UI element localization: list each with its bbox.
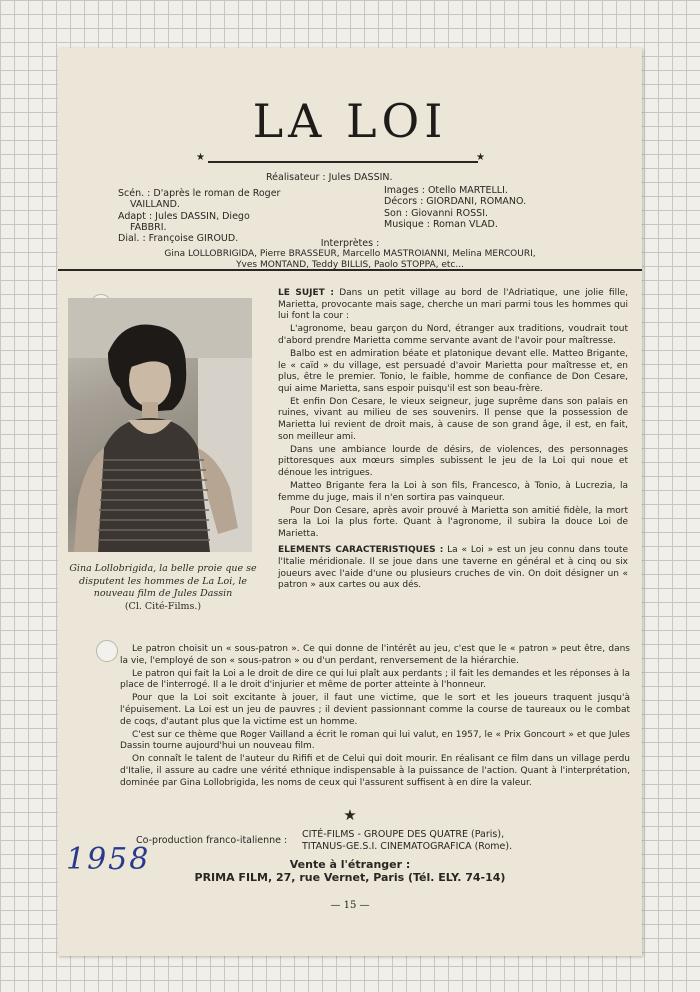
credit-scen: Scén. : D'après le roman de Roger <box>118 188 281 199</box>
caption-credit: (Cl. Cité-Films.) <box>124 600 202 612</box>
credit-dial: Dial. : Françoise GIROUD. <box>118 233 239 244</box>
page-title: LA LOI <box>252 94 448 148</box>
synopsis-p1: Dans un petit village au bord de l'Adriatique, une jolie fille, Marietta, provocante mais sage, cherche un mari parmi tous les hommes qui lui font la cour : <box>278 288 628 322</box>
document-page <box>58 48 642 956</box>
credit-adapt: Adapt : Jules DASSIN, Diego <box>118 211 250 222</box>
header-divider <box>58 269 642 271</box>
credit-adapt-cont: FABBRI. <box>130 222 167 233</box>
handwritten-year: 1958 <box>66 842 151 877</box>
synopsis-p7: Pour Don Cesare, après avoir prouvé à Marietta son amitié fidèle, la mort sera la Loi la plus forte. Quant à l'agronome, il subira la douce Loi de Marietta. <box>278 505 628 539</box>
cast-heading: Interprètes : <box>320 238 380 249</box>
divider-star-icon: ★ <box>343 806 357 824</box>
synopsis-p3: Balbo est en admiration béate et platonique devant elle. Matteo Brigante, le « caïd » du village, est persuadé d'avoir Marietta pour maîtresse et, en plus, être le premier. Tonio, le faible, homme de confiance de Don Cesare, qui aime Marietta, sans espoir puisqu'il est son beau-frère. <box>278 348 628 394</box>
sales-address: PRIMA FILM, 27, rue Vernet, Paris (Tél. ELY. 74-14) <box>194 871 506 884</box>
cast-line-2: Yves MONTAND, Teddy BILLIS, Paolo STOPPA, etc... <box>236 260 464 270</box>
body-p4: C'est sur ce thème que Roger Vailland a écrit le roman qui lui valut, en 1957, le « Prix Goncourt » et que Jules Dassin tourne aujourd'hui un nouveau film. <box>120 729 630 752</box>
star-left-icon: ★ <box>196 152 205 163</box>
credit-director: Réalisateur : Jules DASSIN. <box>266 172 393 183</box>
punch-hole-bottom <box>96 640 118 662</box>
synopsis-p5: Dans une ambiance lourde de désirs, de violences, des personnages pittoresques aux mœurs simples subissent le jeu de la Loi qui noue et dénoue les intrigues. <box>278 444 628 478</box>
synopsis-p2: L'agronome, beau garçon du Nord, étranger aux traditions, voudrait tout d'abord prendre Marietta comme servante avant de l'avoir pour maîtresse. <box>278 324 628 346</box>
credit-musique: Musique : Roman VLAD. <box>384 219 498 230</box>
photo-caption <box>68 563 258 613</box>
credit-scen-cont: VAILLAND. <box>130 199 180 210</box>
credit-images: Images : Otello MARTELLI. <box>384 185 508 196</box>
page-number: — 15 — <box>330 900 370 911</box>
cast-line-1: Gina LOLLOBRIGIDA, Pierre BRASSEUR, Marcello MASTROIANNI, Melina MERCOURI, <box>164 249 536 259</box>
portrait-photo <box>68 298 252 552</box>
synopsis-label: LE SUJET : <box>278 288 334 298</box>
coproduction-line-2: TITANUS-GE.S.I. CINEMATOGRAFICA (Rome). <box>302 841 513 852</box>
synopsis-p6: Matteo Brigante fera la Loi à son fils, Francesco, à Tonio, à Lucrezia, la femme du juge, mais il n'en sortira pas vainqueur. <box>278 481 628 503</box>
star-right-icon: ★ <box>476 152 485 163</box>
coproduction-label: Co-production franco-italienne : <box>136 835 288 846</box>
synopsis-column <box>278 288 628 593</box>
coproduction-line-1: CITÉ-FILMS - GROUPE DES QUATRE (Paris), <box>302 829 505 840</box>
synopsis-p4: Et enfin Don Cesare, le vieux seigneur, juge suprême dans son palais en ruines, vivant au milieu de ses souvenirs. Il pense que la possession de Marietta lui revient de droit mais, à cause de son grand âge, il est, en fait, son meilleur ami. <box>278 396 628 442</box>
body-p3: Pour que la Loi soit excitante à jouer, il faut une victime, que le sort et les joueurs traquent jusqu'à l'épuisement. La Loi est un jeu de pauvres ; il devient passionnant comme la course de taureaux ou le combat de coqs, d'autant plus que la victime est un homme. <box>120 693 630 727</box>
body-p1: Le patron choisit un « sous-patron ». Ce qui donne de l'intérêt au jeu, c'est que le « patron » peut être, dans la vie, l'employé de son « sous-patron » ou d'un perdant, renversement de la hiérarchie. <box>120 644 630 666</box>
credit-son: Son : Giovanni ROSSI. <box>384 208 489 219</box>
elements-label: ELEMENTS CARACTERISTIQUES : <box>278 545 444 556</box>
portrait-illustration <box>68 298 252 552</box>
caption-text: Gina Lollobrigida, la belle proie que se disputent les hommes de La Loi, le nouveau film de Jules Dassin <box>69 563 257 599</box>
sales-heading: Vente à l'étranger : <box>289 858 411 871</box>
body-p5: On connaît le talent de l'auteur du Rififi et de Celui qui doit mourir. En réalisant ce film dans un village perdu d'Italie, il assure au cadre une vérité ethnique indispensable à la puissance de l'action. Quant à l'interprétation, dominée par Gina Lollobrigida, les noms de ceux qui l'assurent suffisent à en dire la valeur. <box>120 754 630 788</box>
credit-decors: Décors : GIORDANI, ROMANO. <box>384 196 527 207</box>
elements-p1: La « Loi » est un jeu connu dans toute l'Italie méridionale. Il se joue dans une taverne en général et à cinq ou six joueurs avec l'aide d'une ou plusieurs cruches de vin. On doit désigner un « patron » aux cartes ou aux dés. <box>278 545 628 591</box>
body-p2: Le patron qui fait la Loi a le droit de dire ce qui lui plaît aux perdants ; il fait les demandes et les réponses à la place de l'interrogé. Il a le droit d'injurier et même de porter atteinte à l'honneur. <box>120 668 630 691</box>
title-underline <box>208 161 478 163</box>
body-text <box>120 644 630 791</box>
